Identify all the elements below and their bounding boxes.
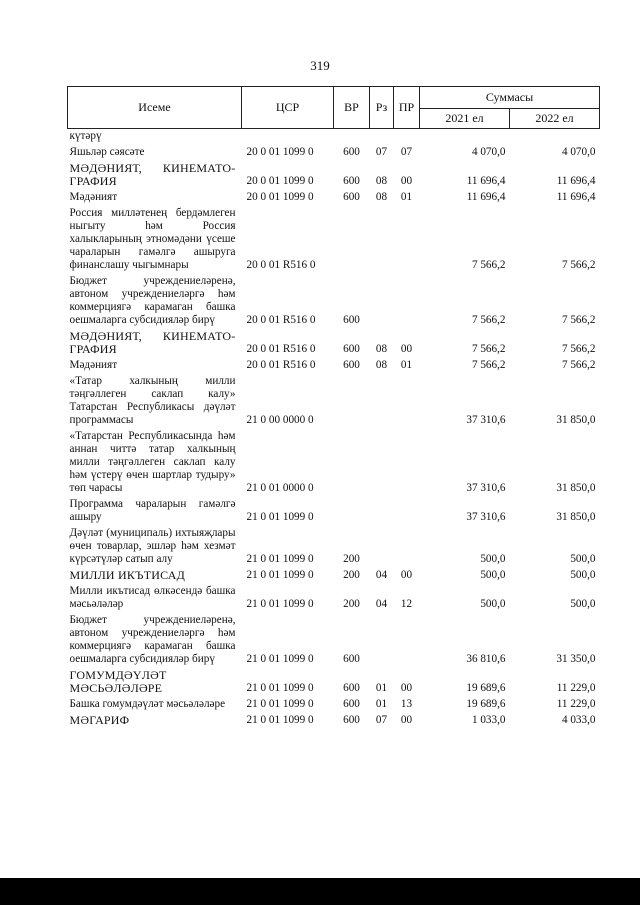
cell-pr: 00 [400, 175, 413, 187]
cell-2022: 7 566,2 [561, 259, 596, 271]
cell-2021: 500,0 [480, 598, 506, 610]
cell-2021: 37 310,6 [466, 482, 506, 494]
cell-2021: 37 310,6 [466, 414, 506, 426]
cell-rz: 01 [375, 698, 388, 710]
table-row [68, 374, 600, 429]
cell-name: «Татар халкының милли тәңгәллеген саклап калу» Татарстан Республикасы дәүләт программасы [69, 375, 236, 426]
table-row [68, 161, 600, 190]
cell-2022 [510, 129, 600, 146]
cell-vr: 600 [343, 359, 360, 371]
cell-vr: 600 [343, 698, 360, 710]
cell-pr: 07 [400, 146, 413, 158]
cell-name: МӘДӘНИЯТ, КИНЕМАТО-ГРАФИЯ [69, 161, 236, 188]
table-row [68, 568, 600, 584]
cell-2021: 36 810,6 [466, 653, 506, 665]
table-row [68, 190, 600, 206]
table-row [68, 329, 600, 358]
cell-csr: 20 0 01 1099 0 [246, 175, 314, 187]
cell-vr: 600 [343, 653, 360, 665]
cell-csr: 21 0 01 0000 0 [246, 482, 314, 494]
cell-rz [370, 497, 394, 526]
cell-csr: 21 0 01 1099 0 [246, 511, 314, 523]
cell-name: Программа чараларын гамәлгә ашыру [69, 498, 236, 523]
cell-name: Мәдәният [69, 191, 118, 203]
cell-name: Милли икътисад өлкәсендә башка мәсьәләләр [69, 585, 236, 610]
cell-vr: 600 [343, 175, 360, 187]
table-row [68, 497, 600, 526]
cell-pr [394, 206, 420, 274]
header-pr: ПР [394, 87, 420, 129]
cell-rz: 08 [375, 175, 388, 187]
cell-pr [394, 429, 420, 497]
cell-2022: 7 566,2 [561, 314, 596, 326]
cell-pr: 00 [400, 569, 413, 581]
cell-vr: 200 [343, 553, 360, 565]
cell-vr: 200 [343, 598, 360, 610]
cell-2021: 500,0 [480, 569, 506, 581]
cell-csr: 21 0 01 1099 0 [246, 653, 314, 665]
cell-name: Дәүләт (муниципаль) ихтыяҗлары өчен товарлар, эшләр һәм хезмәт күрсәтүләр сатып алу [69, 527, 236, 565]
cell-rz [370, 429, 394, 497]
cell-rz: 04 [375, 598, 388, 610]
cell-name: Мәдәният [69, 359, 118, 371]
table-row [68, 145, 600, 161]
cell-pr [394, 497, 420, 526]
cell-2022: 4 033,0 [561, 714, 596, 726]
cell-pr [394, 374, 420, 429]
cell-2021: 4 070,0 [471, 146, 506, 158]
table-row [68, 129, 600, 146]
cell-name: Россия милләтенең бердәмлеген ныгыту һәм Россия халыкларының этномәдәни үсеше чараларын гамәлгә ашыруга финанслашу чыгымнары [69, 207, 236, 271]
cell-pr: 01 [400, 191, 413, 203]
cell-2021: 7 566,2 [471, 314, 506, 326]
scan-bottom-edge [0, 878, 640, 905]
cell-2022: 500,0 [570, 553, 596, 565]
cell-rz: 07 [375, 146, 388, 158]
table-row [68, 429, 600, 497]
table-body [68, 129, 600, 730]
table-row [68, 668, 600, 697]
cell-csr: 20 0 01 R516 0 [246, 314, 316, 326]
cell-pr: 00 [400, 682, 413, 694]
cell-2021: 7 566,2 [471, 259, 506, 271]
cell-name: МӘГАРИФ [69, 713, 130, 727]
cell-2022: 31 850,0 [556, 482, 596, 494]
header-2022: 2022 ел [510, 109, 600, 129]
cell-name: Башка гомумдәүләт мәсьәләләре [69, 698, 226, 710]
cell-pr [394, 274, 420, 329]
cell-2021: 37 310,6 [466, 511, 506, 523]
table-row [68, 206, 600, 274]
cell-2022: 7 566,2 [561, 343, 596, 355]
cell-csr: 20 0 01 1099 0 [246, 191, 314, 203]
cell-vr [334, 429, 370, 497]
cell-2021: 7 566,2 [471, 343, 506, 355]
cell-csr: 21 0 00 0000 0 [246, 414, 314, 426]
cell-rz: 07 [375, 714, 388, 726]
header-sums: Суммасы [420, 87, 600, 109]
table-row [68, 358, 600, 374]
cell-2022: 31 850,0 [556, 511, 596, 523]
cell-vr [334, 206, 370, 274]
cell-2021: 1 033,0 [471, 714, 506, 726]
cell-2021: 11 696,4 [466, 175, 506, 187]
cell-vr: 600 [343, 314, 360, 326]
cell-rz: 08 [375, 191, 388, 203]
cell-2021: 19 689,6 [466, 682, 506, 694]
cell-rz [370, 613, 394, 668]
table-row [68, 274, 600, 329]
cell-2021: 500,0 [480, 553, 506, 565]
header-2021: 2021 ел [420, 109, 510, 129]
cell-2021: 19 689,6 [466, 698, 506, 710]
cell-name: МӘДӘНИЯТ, КИНЕМАТО-ГРАФИЯ [69, 329, 236, 356]
cell-csr: 20 0 01 R516 0 [246, 359, 316, 371]
table-row [68, 613, 600, 668]
header-vr: ВР [334, 87, 370, 129]
cell-vr: 600 [343, 146, 360, 158]
table-row [68, 697, 600, 713]
cell-vr: 200 [343, 569, 360, 581]
cell-name: Бюджет учреждениеләренә, автоном учреждениеләргә һәм коммерциягә карамаган башка оешмаларга субсидияләр бирү [69, 614, 236, 665]
cell-vr: 600 [343, 191, 360, 203]
cell-2021: 7 566,2 [471, 359, 506, 371]
table-row [68, 713, 600, 729]
cell-vr: 600 [343, 714, 360, 726]
cell-csr: 21 0 01 1099 0 [246, 598, 314, 610]
cell-pr: 01 [400, 359, 413, 371]
budget-table-container [67, 86, 599, 729]
cell-pr [394, 613, 420, 668]
cell-2022: 4 070,0 [561, 146, 596, 158]
cell-name: Бюджет учреждениеләренә, автоном учреждениеләргә һәм коммерциягә карамаган башка оешмаларга субсидияләр бирү [69, 275, 236, 326]
cell-vr: 600 [343, 682, 360, 694]
cell-vr [334, 497, 370, 526]
cell-csr: 21 0 01 1099 0 [246, 553, 314, 565]
cell-csr: 20 0 01 R516 0 [246, 259, 316, 271]
cell-rz: 08 [375, 343, 388, 355]
header-name: Исеме [68, 87, 242, 129]
cell-csr: 21 0 01 1099 0 [246, 569, 314, 581]
cell-pr [394, 526, 420, 568]
cell-name: ГОМУМДӘҮЛӘТ МӘСЬӘЛӘЛӘРЕ [69, 668, 167, 695]
cell-rz: 08 [375, 359, 388, 371]
table-header [68, 87, 600, 129]
cell-csr [242, 129, 334, 146]
cell-vr [334, 374, 370, 429]
cell-2021 [420, 129, 510, 146]
cell-pr [394, 129, 420, 146]
cell-2022: 31 850,0 [556, 414, 596, 426]
cell-vr [334, 129, 370, 146]
cell-pr: 13 [400, 698, 413, 710]
cell-vr: 600 [343, 343, 360, 355]
table-row [68, 584, 600, 613]
cell-pr: 00 [400, 343, 413, 355]
cell-rz [370, 374, 394, 429]
table-row [68, 526, 600, 568]
budget-table [67, 86, 600, 729]
cell-csr: 20 0 01 R516 0 [246, 343, 316, 355]
cell-name: Яшьләр сәясәте [69, 146, 145, 158]
cell-rz: 04 [375, 569, 388, 581]
page-number: 319 [310, 58, 330, 73]
header-rz: Рз [370, 87, 394, 129]
cell-rz: 01 [375, 682, 388, 694]
cell-rz [370, 274, 394, 329]
header-csr: ЦСР [242, 87, 334, 129]
cell-2022: 11 229,0 [556, 698, 596, 710]
cell-rz [370, 129, 394, 146]
cell-pr: 00 [400, 714, 413, 726]
cell-2022: 11 696,4 [556, 175, 596, 187]
cell-csr: 20 0 01 1099 0 [246, 146, 314, 158]
cell-name: «Татарстан Республикасында һәм аннан читтә татар халкының милли тәңгәллеген саклап калу һәм үстерү өчен шартлар тудыру» төп чарасы [69, 430, 236, 494]
cell-2022: 500,0 [570, 569, 596, 581]
cell-csr: 21 0 01 1099 0 [246, 714, 314, 726]
cell-2021: 11 696,4 [466, 191, 506, 203]
cell-2022: 500,0 [570, 598, 596, 610]
cell-csr: 21 0 01 1099 0 [246, 698, 314, 710]
cell-rz [370, 206, 394, 274]
cell-2022: 11 696,4 [556, 191, 596, 203]
cell-pr: 12 [400, 598, 413, 610]
cell-name: МИЛЛИ ИКЪТИСАД [69, 568, 185, 582]
cell-name: күтәрү [69, 130, 102, 142]
cell-2022: 31 350,0 [556, 653, 596, 665]
cell-rz [370, 526, 394, 568]
cell-2022: 11 229,0 [556, 682, 596, 694]
cell-2022: 7 566,2 [561, 359, 596, 371]
cell-csr: 21 0 01 1099 0 [246, 682, 314, 694]
